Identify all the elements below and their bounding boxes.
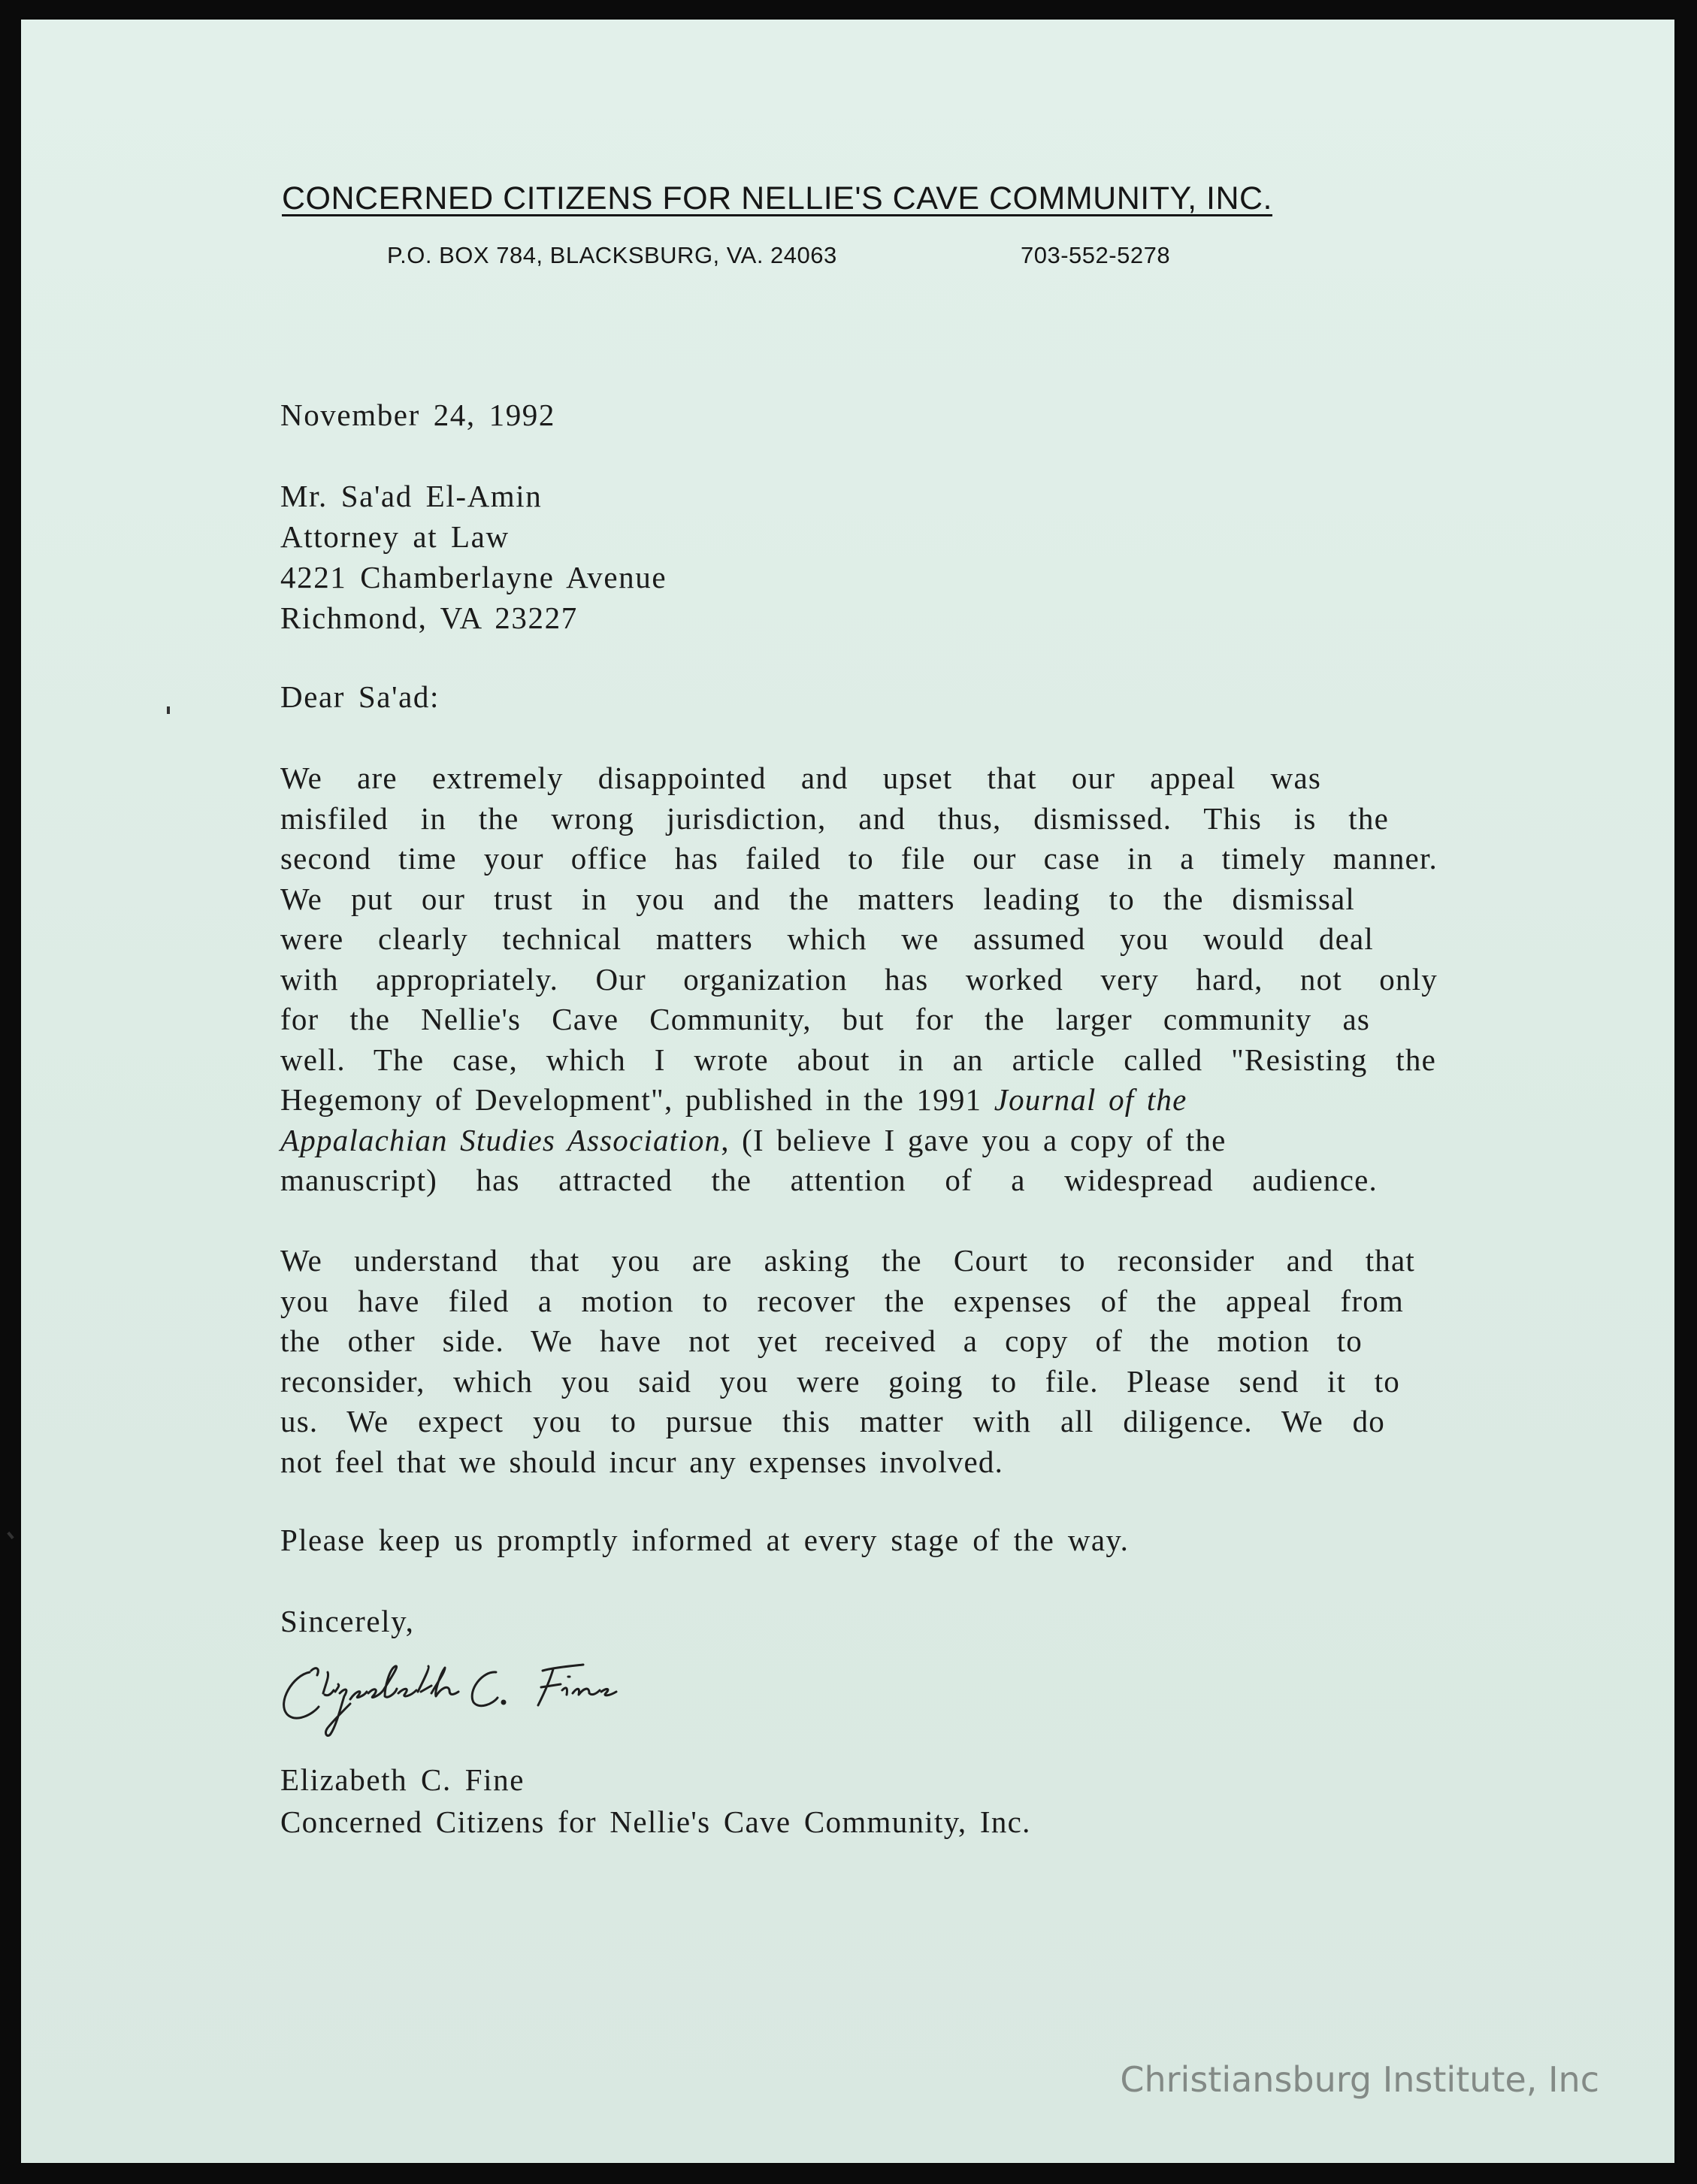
journal-title-part-1: Journal of the	[994, 1082, 1187, 1117]
paragraph-1-line: We are extremely disappointed and upset that our appeal was	[280, 761, 1321, 795]
organization-name: CONCERNED CITIZENS FOR NELLIE'S CAVE COMMUNITY, INC.	[282, 180, 1272, 216]
letter-date: November 24, 1992	[280, 398, 555, 432]
paragraph-2-line: We understand that you are asking the Court to reconsider and that	[280, 1243, 1415, 1278]
recipient-street: 4221 Chamberlayne Avenue	[280, 560, 667, 594]
paragraph-1-line: well. The case, which I wrote about in an article called "Resisting the	[280, 1042, 1436, 1077]
paragraph-1-line	[280, 1121, 1436, 1161]
paragraph-2	[280, 1241, 1441, 1482]
recipient-title: Attorney at Law	[280, 519, 510, 554]
signer-name: Elizabeth C. Fine	[280, 1762, 525, 1797]
salutation: Dear Sa'ad:	[280, 679, 440, 714]
handwritten-signature	[271, 1650, 661, 1747]
paragraph-1-line: for the Nellie's Cave Community, but for the larger community as	[280, 1002, 1370, 1036]
paragraph-1-line: were clearly technical matters which we assumed you would deal	[280, 921, 1374, 956]
paragraph-2-line: not feel that we should incur any expenses involved.	[280, 1444, 1004, 1479]
journal-title-part-2: Appalachian Studies Association	[280, 1122, 721, 1157]
stray-mark	[7, 1532, 14, 1539]
paragraph-1-line: misfiled in the wrong jurisdiction, and thus, dismissed. This is the	[280, 800, 1389, 836]
paragraph-2-line: reconsider, which you said you were going to file. Please send it to	[280, 1363, 1400, 1399]
paragraph-1-line-text: Hegemony of Development", published in the 1991	[280, 1082, 994, 1117]
paragraph-1-line: manuscript) has attracted the attention of a widespread audience.	[280, 1163, 1378, 1197]
paragraph-2-line: you have filed a motion to recover the expenses of the appeal from	[280, 1283, 1404, 1318]
paragraph-1-line: second time your office has failed to file our case in a timely manner.	[280, 841, 1438, 876]
paragraph-1-line	[280, 1080, 1363, 1121]
paragraph-1-line: We put our trust in you and the matters leading to the dismissal	[280, 881, 1355, 916]
paragraph-2-line: the other side. We have not yet received a copy of the motion to	[280, 1323, 1363, 1358]
organization-address: P.O. BOX 784, BLACKSBURG, VA. 24063	[387, 242, 837, 268]
paragraph-1	[280, 758, 1441, 1201]
paragraph-3: Please keep us promptly informed at every stage of the way.	[280, 1523, 1130, 1557]
stray-mark	[167, 706, 170, 714]
paragraph-2-line: us. We expect you to pursue this matter with all diligence. We do	[280, 1404, 1385, 1438]
recipient-name: Mr. Sa'ad El-Amin	[280, 479, 543, 513]
paragraph-1-line-text: , (I believe I gave you a copy of the	[721, 1122, 1227, 1157]
recipient-city: Richmond, VA 23227	[280, 600, 578, 635]
signer-organization: Concerned Citizens for Nellie's Cave Community, Inc.	[280, 1804, 1031, 1839]
organization-phone: 703-552-5278	[1021, 242, 1171, 268]
paragraph-1-line: with appropriately. Our organization has worked very hard, not only	[280, 961, 1438, 997]
closing: Sincerely,	[280, 1604, 415, 1638]
watermark: Christiansburg Institute, Inc	[1120, 2059, 1599, 2100]
